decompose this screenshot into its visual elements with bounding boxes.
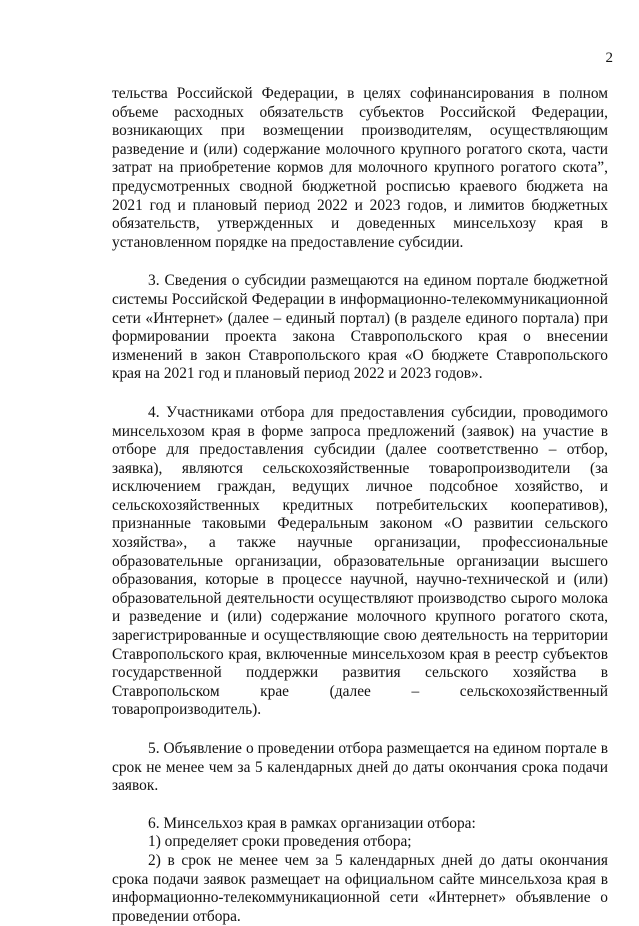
paragraph-6-item-1: 1) определяет сроки проведения отбора; xyxy=(148,833,412,851)
document-body xyxy=(112,85,608,926)
paragraph-5: 5. Объявление о проведении отбора размещается на едином портале в срок не менее чем за 5 календарных дней до даты окончания срока подачи заявок. xyxy=(112,740,608,795)
paragraph-3: 3. Сведения о субсидии размещаются на едином портале бюджетной системы Российской Федерации в информационно-телекоммуникационной сети «Интернет» (далее – единый портал) (в разделе единого портала) при формировании проекта закона Ставропольского края о внесении изменений в закон Ставропольского края «О бюджете Ставропольского края на 2021 год и плановый период 2022 и 2023 годов». xyxy=(112,272,608,383)
page-number: 2 xyxy=(605,50,613,66)
paragraph-continuation: тельства Российской Федерации, в целях софинансирования в полном объеме расходных обязательств субъектов Российской Федерации, возникающих при возмещении производителям, осуществляющим разведение и (или) содержание молочного крупного рогатого скота, части затрат на приобретение кормов для молочного крупного рогатого скота”, предусмотренных сводной бюджетной росписью краевого бюджета на 2021 год и плановый период 2022 и 2023 годов, и лимитов бюджетных обязательств, утвержденных и доведенных минсельхозу края в установленном порядке на предоставление субсидии. xyxy=(112,85,608,251)
paragraph-6-item-2: 2) в срок не менее чем за 5 календарных дней до даты окончания срока подачи заявок размещает на официальном сайте минсельхоза края в информационно-телекоммуникационной сети «Интернет» объявление о проведении отбора. xyxy=(112,851,608,925)
paragraph-6: 6. Минсельхоз края в рамках организации отбора: xyxy=(148,814,476,832)
paragraph-4: 4. Участниками отбора для предоставления субсидии, проводимого минсельхозом края в форме запроса предложений (заявок) на участие в отборе для предоставления субсидии (далее соответственно – отбор, заявка), являются сельскохозяйственные товаропроизводители (за исключением граждан, ведущих личное подсобное хозяйство, и сельскохозяйственных кредитных потребительских кооперативов), признанные таковыми Федеральным законом «О развитии сельского хозяйства», а также научные организации, профессиональные образовательные организации, образовательные организации высшего образования, которые в процессе научной, научно-технической и (или) образовательной деятельности осуществляют производство сырого молока и разведение и (или) содержание молочного крупного рогатого скота, зарегистрированные и осуществляющие свою деятельность на территории Ставропольского края, включенные минсельхозом края в реестр субъектов государственной поддержки развития сельского хозяйства в Ставропольском крае (далее – сельскохозяйственный товаропроизводитель). xyxy=(112,403,608,719)
